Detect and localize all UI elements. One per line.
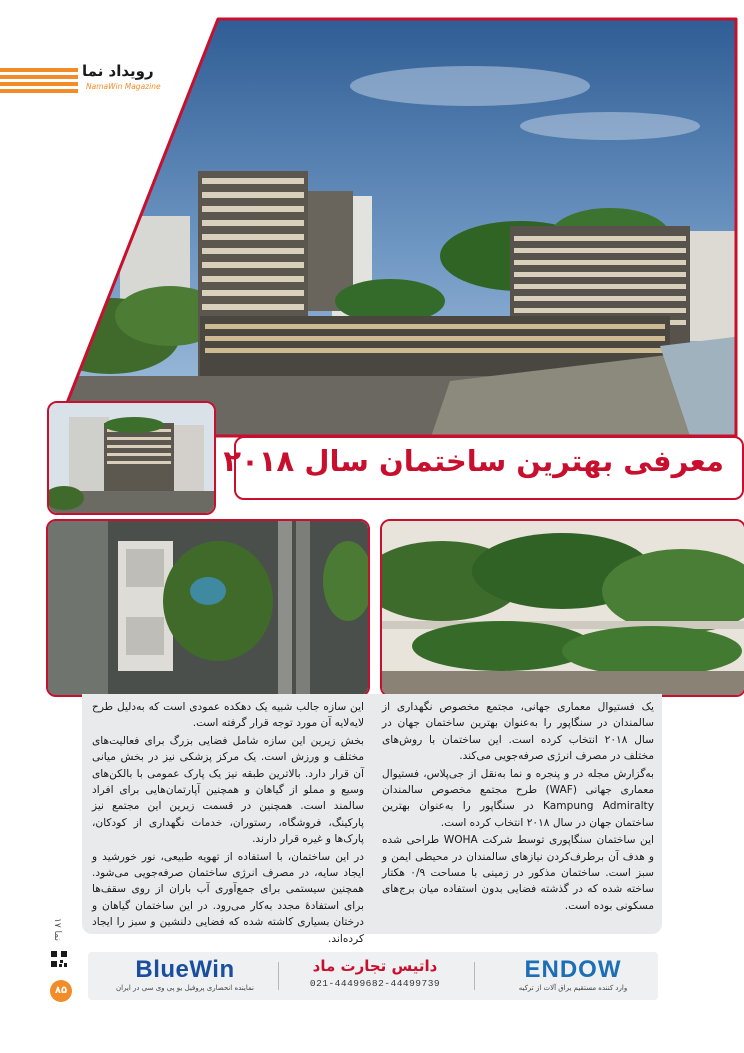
green-terrace-photo: [380, 519, 744, 697]
page-number: ۸۵: [50, 980, 72, 1002]
endow-ad[interactable]: [488, 952, 658, 1000]
paragraph: بخش زیرین این سازه شامل فضایی بزرگ برای فعالیت‌های مختلف و ورزش است. یک مرکز پزشکی نیز در بخش میانی آن قرار دارد. بالاترین طبقه نیز یک پارک عمومی با بالکن‌های وسیع و مملو از گیاهان و همچنین آپارتمان‌هایی برای افراد سالمند است. همچنین در قسمت زیرین این مجتمع نیز پارکینگ، فروشگاه، رستوران، خدمات نگهداری از کودکان، پارک‌ها و غیره قرار دارند.: [92, 734, 364, 846]
paragraph: در این ساختمان، با استفاده از تهویه طبیعی، نور خورشید و ایجاد سایه، در مصرف انرژی ساختمان صرفه‌جویی می‌شود. همچنین سیستمی برای جمع‌آوری آب باران از روی سقف‌ها برای استفادهٔ مجدد به‌کار می‌رود. در این ساختمان گیاهان و درختان بسیاری کاشته شده که فضایی دلنشین و سبز را ایجاد کرده‌اند.: [92, 850, 364, 945]
logo-text: رویداد نما: [82, 62, 154, 80]
aerial-view-photo: [46, 519, 370, 697]
paragraph: این ساختمان سنگاپوری توسط شرکت WOHA طراحی شده و هدف آن برطرف‌کردن نیازهای سالمندان در محیطی ایمن و سبز است. ساختمان مذکور در زمینی با مساحت ۰/۹ هکتار ساخته شده که در گذشته فضایی بدون استفاده میان برج‌های مسکونی بوده است.: [382, 834, 654, 912]
ad-divider: [474, 962, 475, 990]
logo-subtitle: NamaWin Magazine: [86, 82, 161, 91]
article-title: معرفی بهترین ساختمان سال ۲۰۱۸: [223, 444, 724, 478]
paragraph: این سازه جالب شبیه یک دهکده عمودی است که به‌دلیل طرح لایه‌لایه آن مورد توجه قرار گرفته است.: [92, 701, 364, 730]
article-column-left: [92, 699, 364, 948]
bluewin-logo: BlueWin: [135, 956, 235, 983]
article-title-box: [223, 436, 744, 500]
datis-logo: داتیس تجارت ماد: [312, 957, 438, 975]
paragraph: به‌گزارش مجله در و پنجره و نما به‌نقل از جی‌پلاس، فستیوال معماری جهانی (WAF) طرح مجتمع مخصوص سالمندان Kampung Admiralty در سنگاپور را به‌عنوان بهترین ساختمان جهان در سال ۲۰۱۸ انتخاب کرده است.: [382, 767, 655, 829]
thumbnail-photo: [47, 401, 216, 515]
paragraph: یک فستیوال معماری جهانی، مجتمع مخصوص نگهداری از سالمندان در سنگاپور را به‌عنوان بهترین ساختمان جهان در سال ۲۰۱۸ انتخاب کرده است. این ساختمان با روش‌های مختلف در مصرف انرژی صرفه‌جویی می‌کند.: [382, 701, 654, 763]
endow-logo: ENDOW: [524, 956, 622, 983]
bluewin-ad[interactable]: [100, 952, 270, 1000]
article-body: [82, 694, 662, 945]
article-column-right: [382, 699, 654, 915]
ad-strip: [88, 952, 658, 1000]
hero-building-photo: [50, 16, 742, 440]
datis-ad[interactable]: [290, 952, 460, 1000]
endow-tagline: وارد کننده مستقیم یراق آلات از ترکیه: [518, 984, 628, 992]
ad-divider: [278, 962, 279, 990]
datis-phone: 021-44499682-44499739: [309, 978, 441, 989]
qr-code-icon: [50, 950, 68, 968]
issue-label: نما ۱۷: [52, 918, 62, 941]
bluewin-tagline: نماینده انحصاری پروفیل یو پی وی سی در ایران: [115, 984, 254, 992]
